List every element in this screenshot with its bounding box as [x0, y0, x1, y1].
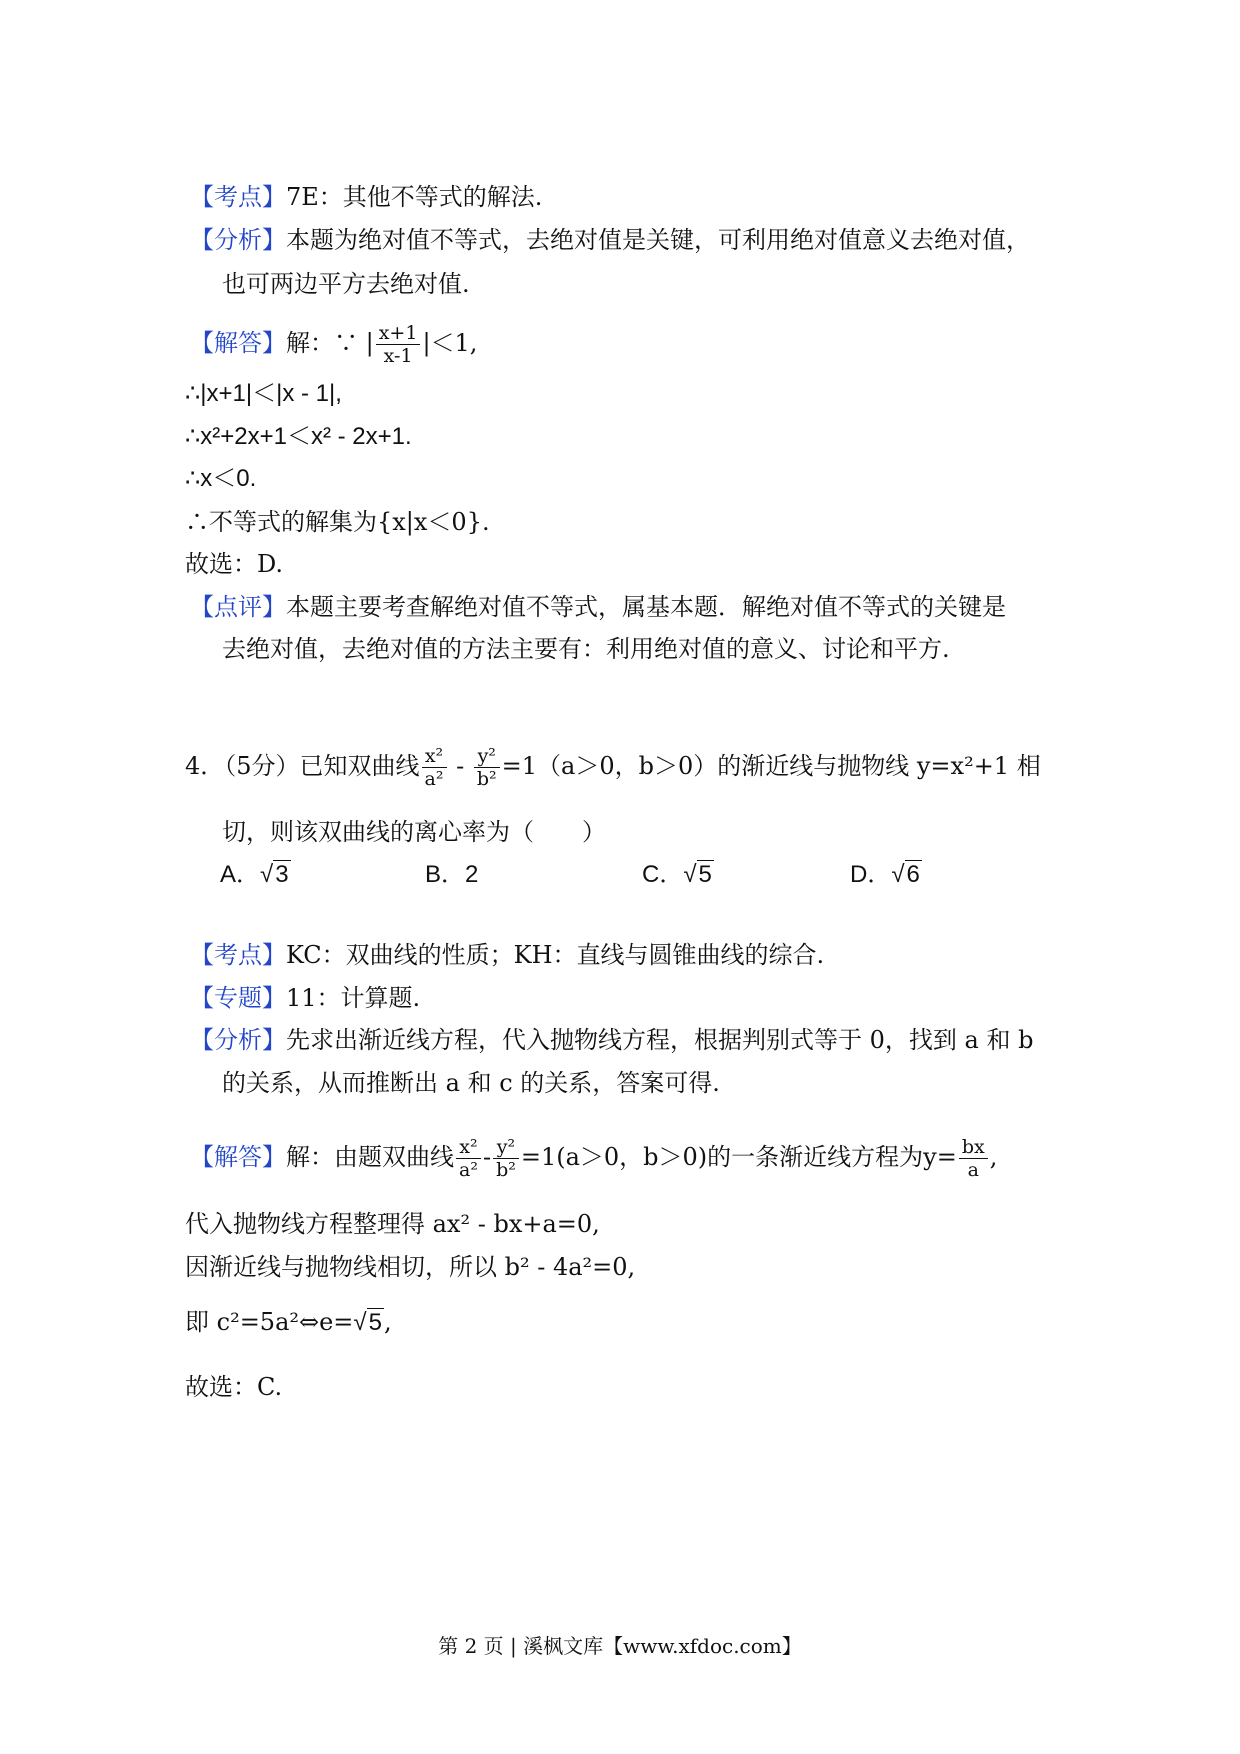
step-suffix: ,	[383, 1308, 392, 1336]
jieda-prefix: 解：由题双曲线	[286, 1143, 454, 1171]
dianping-line	[190, 590, 1006, 624]
fenxi-text: 本题为绝对值不等式，去绝对值是关键，可利用绝对值意义去绝对值，	[286, 226, 1030, 254]
radicand: 6	[906, 861, 920, 888]
fraction-denominator: b²	[493, 1158, 519, 1181]
jieda-tag: 【解答】	[190, 329, 286, 357]
kaodian-text: 7E：其他不等式的解法.	[286, 183, 543, 211]
fraction-numerator: y²	[496, 1136, 516, 1158]
option-c-label: C．	[642, 861, 684, 888]
kaodian-text: KC：双曲线的性质；KH：直线与圆锥曲线的综合.	[286, 941, 825, 969]
solution-step-4: ∴不等式的解集为{x|x＜0}.	[185, 508, 490, 536]
fraction-denominator: a²	[456, 1158, 481, 1181]
choice-line-2: 故选：C.	[185, 1373, 283, 1401]
fenxi-tag: 【分析】	[190, 1026, 286, 1054]
fraction-numerator: x²	[459, 1136, 478, 1158]
fraction-numerator: bx	[961, 1136, 985, 1158]
abs-fraction	[376, 322, 421, 367]
jieda-suffix: |＜1,	[422, 329, 478, 357]
solution-step-3: ∴x＜0.	[185, 465, 257, 492]
solution-step-7	[185, 1305, 392, 1340]
option-c[interactable]	[642, 858, 714, 892]
fenxi-tag: 【分析】	[190, 226, 286, 254]
question-suffix: =1（a＞0，b＞0）的渐近线与抛物线 y=x²+1 相	[501, 752, 1041, 780]
option-a-label: A．	[220, 861, 261, 888]
radicand: 5	[698, 861, 712, 888]
zhuanti-tag: 【专题】	[190, 984, 286, 1012]
fraction-numerator: y²	[477, 745, 496, 767]
jieda-line-2	[190, 1136, 997, 1181]
jieda-mid: =1(a＞0，b＞0)的一条渐近线方程为y=	[520, 1143, 957, 1171]
dianping-text: 本题主要考查解绝对值不等式，属基本题．解绝对值不等式的关键是	[286, 593, 1006, 621]
kaodian-line-2	[190, 938, 824, 972]
question-4-line-1	[185, 745, 1041, 790]
fraction-denominator: a	[959, 1158, 988, 1181]
dianping-continuation: 去绝对值，去绝对值的方法主要有：利用绝对值的意义、讨论和平方.	[222, 635, 950, 663]
hyperbola-x-term	[422, 745, 447, 790]
asymptote-fraction	[959, 1136, 988, 1181]
dianping-tag: 【点评】	[190, 593, 286, 621]
fraction-denominator: a²	[422, 767, 447, 790]
sqrt-symbol: √5	[683, 861, 712, 888]
solution-step-1: ∴|x+1|＜|x - 1|,	[185, 380, 342, 407]
fraction-numerator: x+1	[378, 322, 418, 344]
minus-sign: -	[448, 752, 472, 780]
fraction-numerator: x²	[424, 745, 444, 767]
radicand: 3	[275, 861, 289, 888]
hyperbola-y-term	[493, 1136, 519, 1181]
option-d-label: D．	[850, 861, 892, 888]
fenxi-continuation: 的关系，从而推断出 a 和 c 的关系，答案可得.	[222, 1069, 720, 1097]
fraction-denominator: b²	[474, 767, 500, 790]
zhuanti-text: 11：计算题.	[286, 984, 421, 1012]
step-prefix: 即 c²=5a²⇔e=	[185, 1308, 354, 1336]
kaodian-line-1	[190, 180, 542, 214]
answer-options	[220, 858, 980, 892]
hyperbola-y-term	[474, 745, 500, 790]
page-footer: 第 2 页 | 溪枫文库【www.xfdoc.com】	[438, 1634, 802, 1658]
kaodian-tag: 【考点】	[190, 941, 286, 969]
hyperbola-x-term	[456, 1136, 481, 1181]
option-d[interactable]	[850, 858, 922, 892]
jieda-line-1	[190, 322, 477, 367]
fraction-denominator: x-1	[376, 344, 421, 367]
fenxi-line-1	[190, 223, 1030, 257]
fenxi-line-2	[190, 1023, 1033, 1057]
option-b[interactable]	[425, 858, 478, 892]
solution-step-6: 因渐近线与抛物线相切，所以 b² - 4a²=0,	[185, 1253, 636, 1281]
sqrt-symbol: √3	[260, 861, 289, 888]
solution-step-2: ∴x²+2x+1＜x² - 2x+1.	[185, 423, 412, 450]
solution-step-5: 代入抛物线方程整理得 ax² - bx+a=0,	[185, 1210, 600, 1238]
sqrt-symbol: √6	[891, 861, 920, 888]
minus-sign: -	[482, 1143, 492, 1171]
sqrt-symbol: √5	[353, 1309, 382, 1336]
option-b-label: B．	[425, 861, 466, 888]
question-4-line-2: 切，则该双曲线的离心率为（ ）	[222, 818, 606, 846]
fenxi-continuation: 也可两边平方去绝对值.	[222, 270, 470, 298]
radicand: 5	[368, 1309, 382, 1336]
kaodian-tag: 【考点】	[190, 183, 286, 211]
question-prefix: 4．（5分）已知双曲线	[185, 752, 420, 780]
fenxi-text: 先求出渐近线方程，代入抛物线方程，根据判别式等于 0，找到 a 和 b	[286, 1026, 1034, 1054]
option-a[interactable]	[220, 858, 291, 892]
jieda-prefix: 解：∵ |	[286, 329, 374, 357]
choice-line-1: 故选：D.	[185, 550, 284, 578]
jieda-tag: 【解答】	[190, 1143, 286, 1171]
jieda-end: ,	[989, 1143, 998, 1171]
zhuanti-line	[190, 981, 420, 1015]
option-b-value: 2	[465, 861, 479, 888]
